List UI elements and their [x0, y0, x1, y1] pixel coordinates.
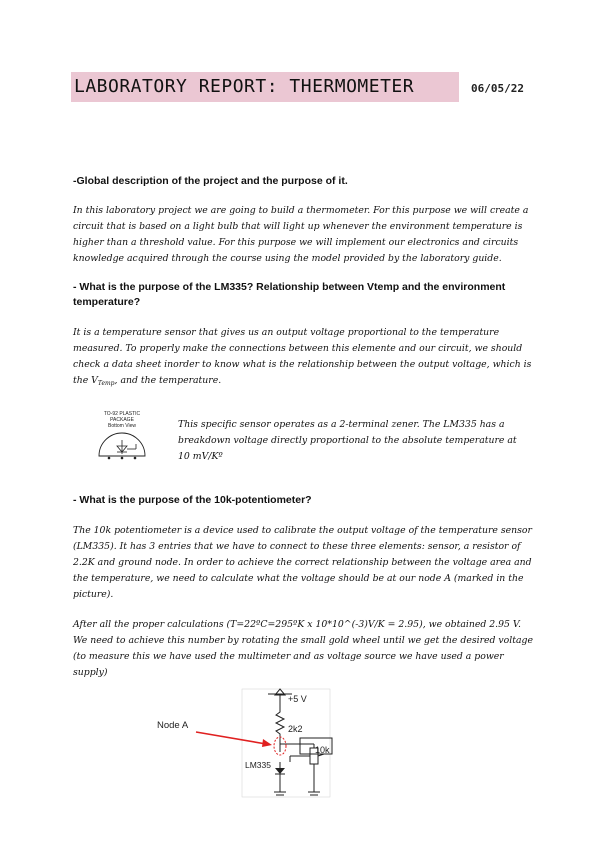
supply-label: +5 V	[288, 694, 307, 704]
section1-paragraph	[73, 203, 527, 267]
text-line: knowledge acquired through the course using the model provided by the laboratory guide.	[73, 253, 502, 264]
report-date: 06/05/22	[471, 82, 524, 95]
zener-paragraph	[178, 417, 528, 465]
text-fragment: , and the temperature.	[114, 375, 222, 386]
text-line: The 10k potentiometer is a device used to calibrate the output voltage of the temperature sensor	[73, 525, 532, 536]
text-line: After all the proper calculations (T=22ºC=295ºK x 10*10^(-3)V/K = 2.95), we obtained 2.95 V.	[73, 619, 521, 630]
package-label: PACKAGE	[110, 417, 134, 423]
package-label: Bottom View	[108, 423, 136, 429]
section3-heading: - What is the purpose of the 10k-potentiometer?	[73, 494, 312, 506]
section1-heading: -Global description of the project and the purpose of it.	[73, 175, 348, 187]
subscript-temp: Temp	[97, 380, 115, 387]
sensor-label: LM335	[245, 760, 271, 770]
text-line: the temperature, we need to calculate what the voltage should be at our node A (marked in the	[73, 573, 524, 584]
section2-heading-line2: temperature?	[73, 296, 141, 308]
text-line: This specific sensor operates as a 2-terminal zener. The LM335 has a	[178, 419, 505, 430]
circuit-diagram	[152, 688, 362, 798]
lm335-package-figure	[95, 408, 150, 470]
node-a-label: Node A	[157, 720, 189, 731]
text-line: (LM335). It has 3 entries that we have to connect to these three elements: sensor, a resistor of	[73, 541, 521, 552]
section3-paragraph1	[73, 523, 532, 603]
text-line: circuit that is based on a light bulb that will light up whenever the environment temperature is	[73, 221, 523, 232]
text-line: check a data sheet inorder to know what is the relationship between the output voltage, which is	[73, 359, 532, 370]
section2-paragraph	[73, 325, 532, 392]
text-line: In this laboratory project we are going to build a thermometer. For this purpose we will create a	[73, 205, 529, 216]
text-line: It is a temperature sensor that gives us an output voltage proportional to the temperature	[73, 327, 500, 338]
section2-heading-line1: - What is the purpose of the LM335? Relationship between Vtemp and the environment	[73, 281, 506, 293]
text-fragment: the V	[73, 375, 98, 386]
section3-paragraph2	[73, 617, 533, 681]
text-line: 10 mV/Kº	[178, 451, 223, 462]
text-line: 2.2K and ground node. In order to achieve the correct relationship between the voltage area and	[73, 557, 532, 568]
text-line: measured. To properly make the connections between this elemente and our circuit, we should	[73, 343, 523, 354]
page-title: LABORATORY REPORT: THERMOMETER	[74, 76, 415, 97]
text-line: supply)	[73, 667, 108, 678]
circuit-frame	[242, 689, 330, 797]
text-line	[73, 373, 527, 392]
resistor-label: 2k2	[288, 724, 303, 734]
potentiometer-label: 10k	[315, 745, 330, 755]
text-line: breakdown voltage directly proportional to the absolute temperature at	[178, 435, 517, 446]
text-line: (to measure this we have used the multimeter and as voltage source we have used a power	[73, 651, 504, 662]
text-line: We need to achieve this number by rotating the small gold wheel until we get the desired voltage	[73, 635, 533, 646]
package-label: TO-92 PLASTIC	[103, 411, 141, 417]
text-line: higher than a threshold value. For this purpose we will implement our electronics and circuits	[73, 237, 519, 248]
text-line: picture).	[73, 589, 114, 600]
